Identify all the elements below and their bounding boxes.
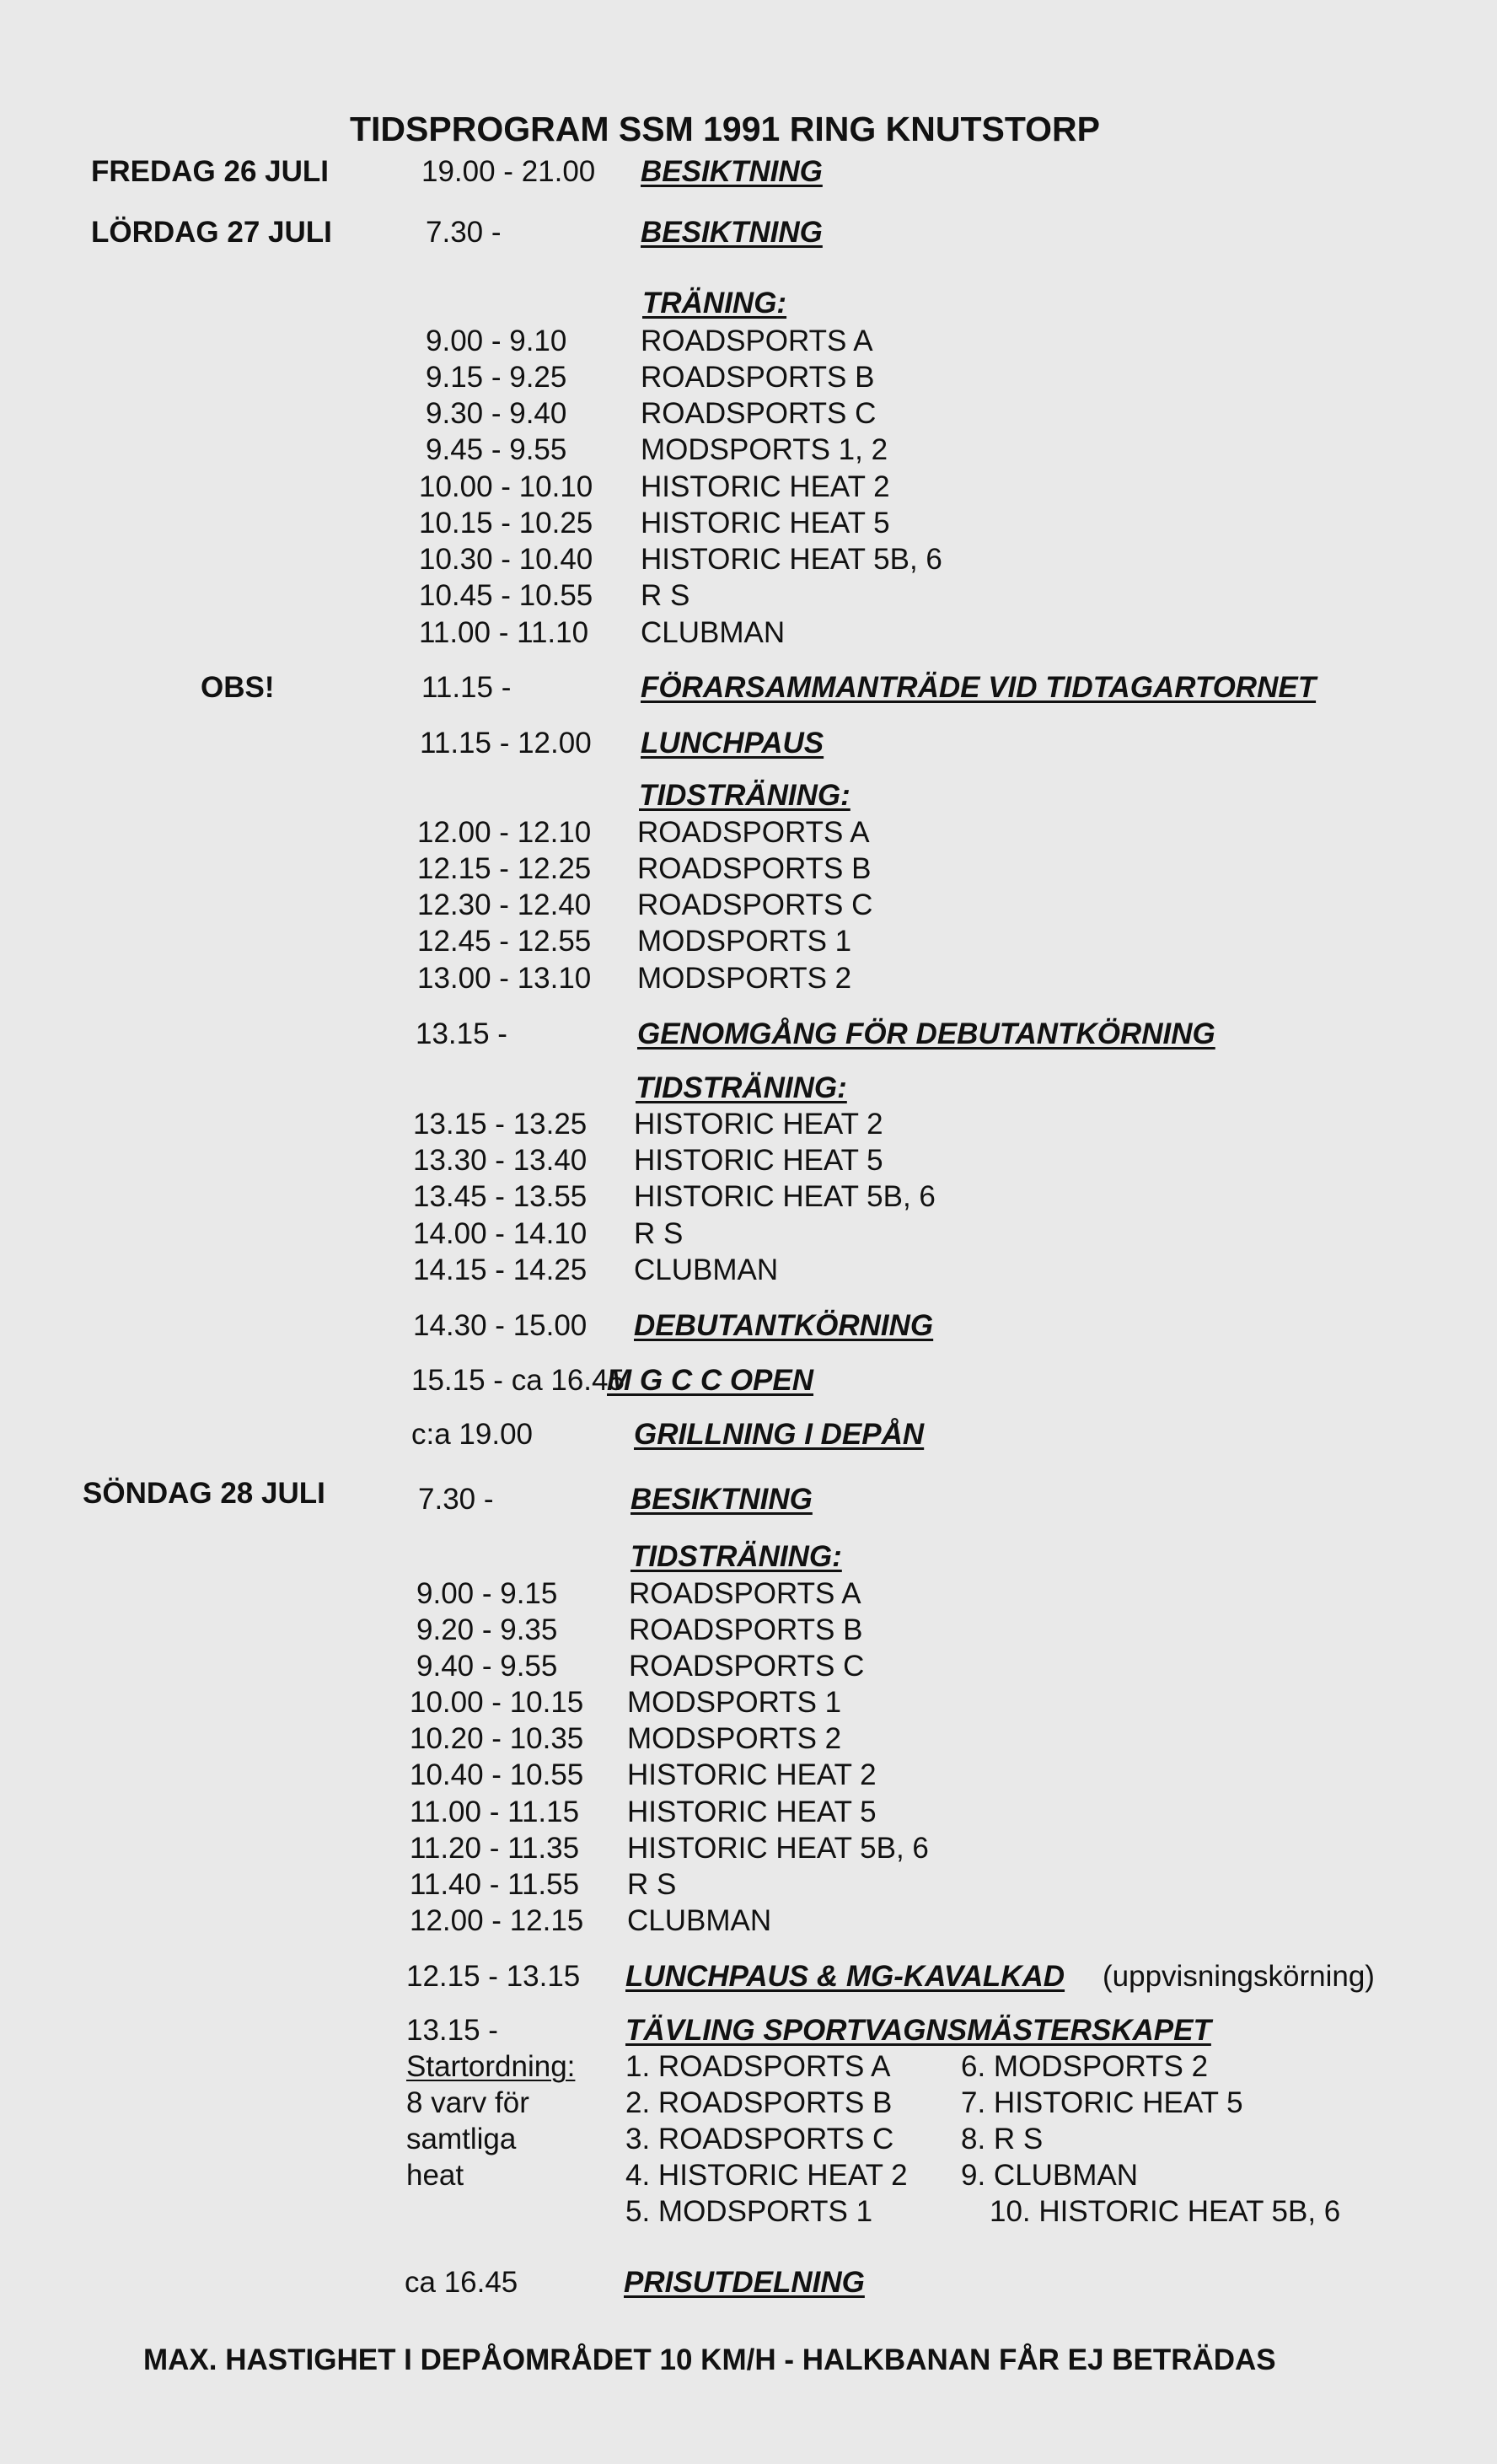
start-item: 3. ROADSPORTS C xyxy=(625,2123,894,2155)
row-time: c:a 19.00 xyxy=(411,1418,533,1451)
schedule-row xyxy=(0,1832,1497,1868)
row-activity: MODSPORTS 2 xyxy=(637,962,852,995)
row-heading: GRILLNING I DEPÅN xyxy=(634,1418,925,1451)
schedule-row xyxy=(0,325,1497,361)
row-heading: TÄVLING SPORTVAGNSMÄSTERSKAPET xyxy=(625,2014,1211,2047)
schedule-row xyxy=(0,361,1497,397)
row-activity: HISTORIC HEAT 5B, 6 xyxy=(641,543,942,576)
row-time: ca 16.45 xyxy=(405,2266,518,2299)
schedule-row xyxy=(0,1868,1497,1904)
start-order-label: Startordning: xyxy=(406,2050,576,2083)
row-activity: R S xyxy=(627,1868,677,1901)
row-time: 9.00 - 9.10 xyxy=(426,325,567,357)
schedule-row xyxy=(0,852,1497,888)
row-time: 10.00 - 10.10 xyxy=(419,470,593,503)
row-time: 9.00 - 9.15 xyxy=(416,1577,558,1610)
schedule-row xyxy=(0,1540,1497,1576)
row-activity: ROADSPORTS B xyxy=(637,852,872,885)
row-activity: MODSPORTS 1, 2 xyxy=(641,433,888,466)
schedule-row xyxy=(0,1418,1497,1454)
schedule-row xyxy=(0,543,1497,579)
row-time: 13.15 - 13.25 xyxy=(413,1108,588,1141)
row-time: 13.15 - xyxy=(406,2014,498,2047)
row-time: 13.00 - 13.10 xyxy=(417,962,592,995)
schedule-row xyxy=(0,1483,1497,1519)
row-time: 7.30 - xyxy=(418,1483,494,1516)
row-activity: HISTORIC HEAT 5 xyxy=(634,1144,883,1177)
row-heading: M G C C OPEN xyxy=(607,1364,814,1397)
row-activity: ROADSPORTS B xyxy=(641,361,875,394)
row-activity: HISTORIC HEAT 2 xyxy=(641,470,890,503)
schedule-row xyxy=(0,1613,1497,1650)
schedule-row xyxy=(0,1108,1497,1144)
row-activity: MODSPORTS 1 xyxy=(637,925,852,958)
schedule-row xyxy=(0,433,1497,470)
row-activity: CLUBMAN xyxy=(634,1253,779,1286)
day-sunday: SÖNDAG 28 JULI xyxy=(83,1477,325,1510)
start-item: 5. MODSPORTS 1 xyxy=(625,2195,873,2228)
schedule-row xyxy=(0,1577,1497,1613)
row-activity: ROADSPORTS A xyxy=(637,816,870,849)
row-time: 7.30 - xyxy=(426,216,502,249)
schedule-row xyxy=(0,1180,1497,1216)
row-time: 11.15 - 12.00 xyxy=(420,727,592,760)
row-activity: ROADSPORTS C xyxy=(641,397,877,430)
day-friday: FREDAG 26 JULI xyxy=(91,155,329,188)
day-saturday: LÖRDAG 27 JULI xyxy=(91,216,332,249)
row-activity: ROADSPORTS B xyxy=(629,1613,863,1646)
row-time: 11.40 - 11.55 xyxy=(410,1868,580,1901)
kavalkad-note: (uppvisningskörning) xyxy=(1103,1960,1375,1993)
schedule-row xyxy=(0,2014,1497,2050)
schedule-row xyxy=(0,1650,1497,1686)
row-time: 12.15 - 13.15 xyxy=(406,1960,581,1993)
row-heading: FÖRARSAMMANTRÄDE VID TIDTAGARTORNET xyxy=(641,671,1317,704)
row-time: 10.45 - 10.55 xyxy=(419,579,593,612)
row-time: 12.15 - 12.25 xyxy=(417,852,592,885)
schedule-row xyxy=(0,155,1497,191)
schedule-row xyxy=(0,579,1497,615)
row-heading: BESIKTNING xyxy=(641,155,823,188)
row-activity: ROADSPORTS C xyxy=(629,1650,865,1683)
row-activity: ROADSPORTS A xyxy=(629,1577,861,1610)
start-note-line: samtliga xyxy=(406,2123,517,2155)
row-time: 9.30 - 9.40 xyxy=(426,397,567,430)
row-activity: MODSPORTS 1 xyxy=(627,1686,842,1719)
schedule-row xyxy=(0,616,1497,652)
schedule-row xyxy=(0,962,1497,998)
row-time: 14.00 - 14.10 xyxy=(413,1217,588,1250)
start-item: 7. HISTORIC HEAT 5 xyxy=(961,2086,1243,2119)
row-heading: TRÄNING: xyxy=(642,287,787,319)
row-activity: HISTORIC HEAT 2 xyxy=(634,1108,883,1141)
row-heading: DEBUTANTKÖRNING xyxy=(634,1309,934,1342)
row-activity: HISTORIC HEAT 5B, 6 xyxy=(627,1832,929,1865)
page-title: TIDSPROGRAM SSM 1991 RING KNUTSTORP xyxy=(350,110,1100,148)
row-time: 10.20 - 10.35 xyxy=(410,1722,584,1755)
schedule-row xyxy=(0,925,1497,961)
row-time: 13.30 - 13.40 xyxy=(413,1144,588,1177)
row-time: 19.00 - 21.00 xyxy=(421,155,596,188)
row-activity: R S xyxy=(634,1217,684,1250)
start-item: 10. HISTORIC HEAT 5B, 6 xyxy=(990,2195,1341,2228)
schedule-row xyxy=(0,216,1497,252)
schedule-row xyxy=(0,1017,1497,1054)
schedule-row xyxy=(0,397,1497,433)
schedule-row xyxy=(0,1758,1497,1795)
row-heading: TIDSTRÄNING: xyxy=(636,1071,847,1104)
row-activity: ROADSPORTS C xyxy=(637,888,873,921)
row-time: 9.40 - 9.55 xyxy=(416,1650,558,1683)
row-time: 15.15 - ca 16.45 xyxy=(411,1364,625,1397)
row-heading: TIDSTRÄNING: xyxy=(639,779,850,812)
row-time: 12.45 - 12.55 xyxy=(417,925,592,958)
start-item: 6. MODSPORTS 2 xyxy=(961,2050,1209,2083)
row-time: 13.15 - xyxy=(416,1017,507,1050)
schedule-row xyxy=(0,1253,1497,1290)
schedule-row xyxy=(0,1071,1497,1108)
row-activity: HISTORIC HEAT 5 xyxy=(627,1796,877,1828)
schedule-row xyxy=(0,2266,1497,2302)
row-time: 11.00 - 11.10 xyxy=(419,616,589,649)
row-heading: LUNCHPAUS & MG-KAVALKAD xyxy=(625,1960,1065,1993)
start-note-line: heat xyxy=(406,2159,464,2192)
row-heading: TIDSTRÄNING: xyxy=(630,1540,842,1573)
schedule-row xyxy=(0,1796,1497,1832)
start-item: 1. ROADSPORTS A xyxy=(625,2050,891,2083)
schedule-row xyxy=(0,1722,1497,1758)
schedule-row xyxy=(0,671,1497,707)
footer-notice: MAX. HASTIGHET I DEPÅOMRÅDET 10 KM/H - HALKBANAN FÅR EJ BETRÄDAS xyxy=(143,2343,1276,2376)
schedule-row xyxy=(0,1686,1497,1722)
start-item: 9. CLUBMAN xyxy=(961,2159,1139,2192)
row-activity: HISTORIC HEAT 2 xyxy=(627,1758,877,1791)
row-time: 10.40 - 10.55 xyxy=(410,1758,584,1791)
row-time: 11.15 - xyxy=(421,671,512,704)
start-item: 8. R S xyxy=(961,2123,1044,2155)
schedule-row xyxy=(0,816,1497,852)
row-time: 9.45 - 9.55 xyxy=(426,433,567,466)
schedule-row xyxy=(0,727,1497,763)
row-heading: BESIKTNING xyxy=(641,216,823,249)
row-time: 12.30 - 12.40 xyxy=(417,888,592,921)
row-heading: BESIKTNING xyxy=(630,1483,813,1516)
row-time: 11.00 - 11.15 xyxy=(410,1796,580,1828)
schedule-row xyxy=(0,888,1497,925)
row-time: 10.15 - 10.25 xyxy=(419,507,593,540)
schedule-row xyxy=(0,1144,1497,1180)
row-activity: CLUBMAN xyxy=(641,616,786,649)
row-time: 10.00 - 10.15 xyxy=(410,1686,584,1719)
row-activity: HISTORIC HEAT 5B, 6 xyxy=(634,1180,936,1213)
row-activity: MODSPORTS 2 xyxy=(627,1722,842,1755)
row-time: 9.20 - 9.35 xyxy=(416,1613,558,1646)
row-heading: LUNCHPAUS xyxy=(641,727,824,760)
row-heading: GENOMGÅNG FÖR DEBUTANTKÖRNING xyxy=(637,1017,1215,1050)
schedule-row xyxy=(0,779,1497,815)
row-time: 10.30 - 10.40 xyxy=(419,543,593,576)
row-activity: CLUBMAN xyxy=(627,1904,772,1937)
row-activity: HISTORIC HEAT 5 xyxy=(641,507,890,540)
row-heading: PRISUTDELNING xyxy=(624,2266,865,2299)
row-activity: R S xyxy=(641,579,690,612)
start-item: 2. ROADSPORTS B xyxy=(625,2086,893,2119)
row-time: 9.15 - 9.25 xyxy=(426,361,567,394)
row-time: 12.00 - 12.15 xyxy=(410,1904,584,1937)
obs-label: OBS! xyxy=(201,671,275,704)
row-time: 14.30 - 15.00 xyxy=(413,1309,588,1342)
schedule-row xyxy=(0,1364,1497,1400)
row-activity: ROADSPORTS A xyxy=(641,325,873,357)
start-note-line: 8 varv för xyxy=(406,2086,529,2119)
row-time: 13.45 - 13.55 xyxy=(413,1180,588,1213)
schedule-row xyxy=(0,507,1497,543)
row-time: 12.00 - 12.10 xyxy=(417,816,592,849)
start-item: 4. HISTORIC HEAT 2 xyxy=(625,2159,908,2192)
schedule-row xyxy=(0,1217,1497,1253)
row-time: 11.20 - 11.35 xyxy=(410,1832,580,1865)
schedule-row xyxy=(0,1309,1497,1345)
schedule-row xyxy=(0,470,1497,507)
row-time: 14.15 - 14.25 xyxy=(413,1253,588,1286)
schedule-row xyxy=(0,1904,1497,1941)
schedule-row xyxy=(0,287,1497,323)
